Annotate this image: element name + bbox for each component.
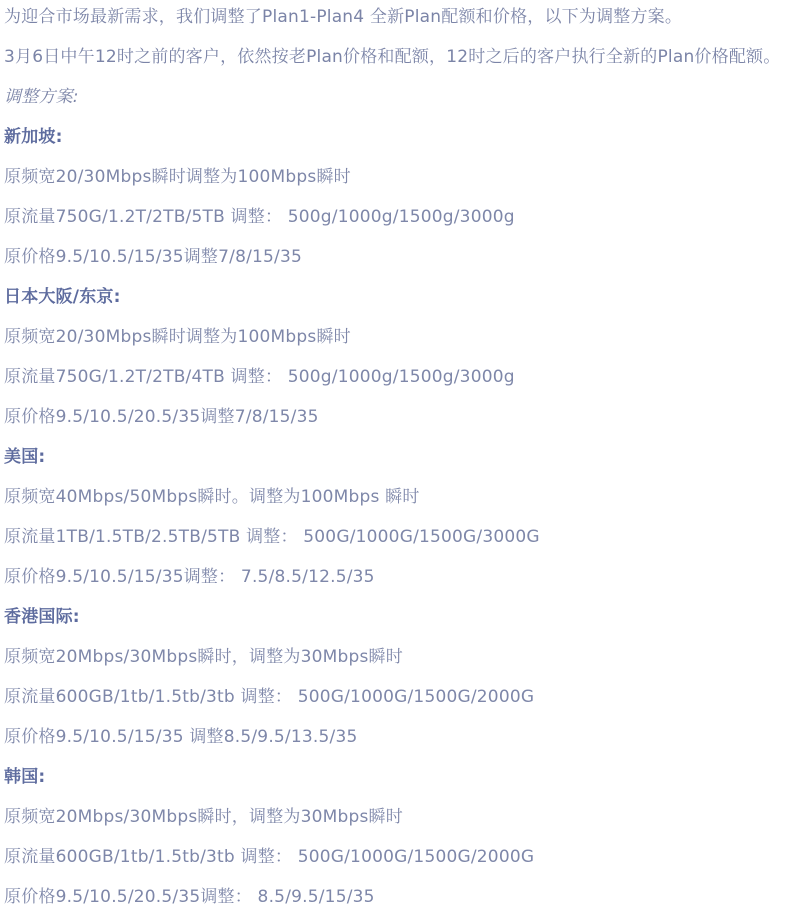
price-line: 原价格9.5/10.5/15/35调整7/8/15/35 bbox=[4, 247, 303, 267]
traffic-line: 原流量600GB/1tb/1.5tb/3tb 调整： 500G/1000G/1500G/2000G bbox=[4, 687, 535, 707]
price-line: 原价格9.5/10.5/20.5/35调整7/8/15/35 bbox=[4, 407, 319, 427]
bandwidth-line: 原频宽20/30Mbps瞬时调整为100Mbps瞬时 bbox=[4, 327, 351, 347]
plan-note: 调整方案: bbox=[4, 87, 79, 107]
section-title-japan: 日本大阪/东京: bbox=[4, 287, 121, 307]
bandwidth-line: 原频宽20Mbps/30Mbps瞬时，调整为30Mbps瞬时 bbox=[4, 647, 403, 667]
price-line: 原价格9.5/10.5/15/35调整： 7.5/8.5/12.5/35 bbox=[4, 567, 375, 587]
traffic-line: 原流量750G/1.2T/2TB/4TB 调整： 500g/1000g/1500g/3000g bbox=[4, 367, 515, 387]
price-line: 原价格9.5/10.5/20.5/35调整： 8.5/9.5/15/35 bbox=[4, 887, 375, 907]
price-line: 原价格9.5/10.5/15/35 调整8.5/9.5/13.5/35 bbox=[4, 727, 358, 747]
section-title-korea: 韩国: bbox=[4, 767, 46, 787]
section-title-singapore: 新加坡: bbox=[4, 127, 63, 147]
intro-paragraph-1: 为迎合市场最新需求，我们调整了Plan1-Plan4 全新Plan配额和价格，以下为调整方案。 bbox=[4, 7, 683, 27]
bandwidth-line: 原频宽20Mbps/30Mbps瞬时，调整为30Mbps瞬时 bbox=[4, 807, 403, 827]
section-title-hongkong: 香港国际: bbox=[4, 607, 80, 627]
intro-paragraph-2: 3月6日中午12时之前的客户，依然按老Plan价格和配额，12时之后的客户执行全新的Plan价格配额。 bbox=[4, 47, 781, 67]
traffic-line: 原流量1TB/1.5TB/2.5TB/5TB 调整： 500G/1000G/1500G/3000G bbox=[4, 527, 540, 547]
traffic-line: 原流量600GB/1tb/1.5tb/3tb 调整： 500G/1000G/1500G/2000G bbox=[4, 847, 535, 867]
section-title-usa: 美国: bbox=[4, 447, 46, 467]
bandwidth-line: 原频宽40Mbps/50Mbps瞬时。调整为100Mbps 瞬时 bbox=[4, 487, 420, 507]
traffic-line: 原流量750G/1.2T/2TB/5TB 调整： 500g/1000g/1500g/3000g bbox=[4, 207, 515, 227]
bandwidth-line: 原频宽20/30Mbps瞬时调整为100Mbps瞬时 bbox=[4, 167, 351, 187]
